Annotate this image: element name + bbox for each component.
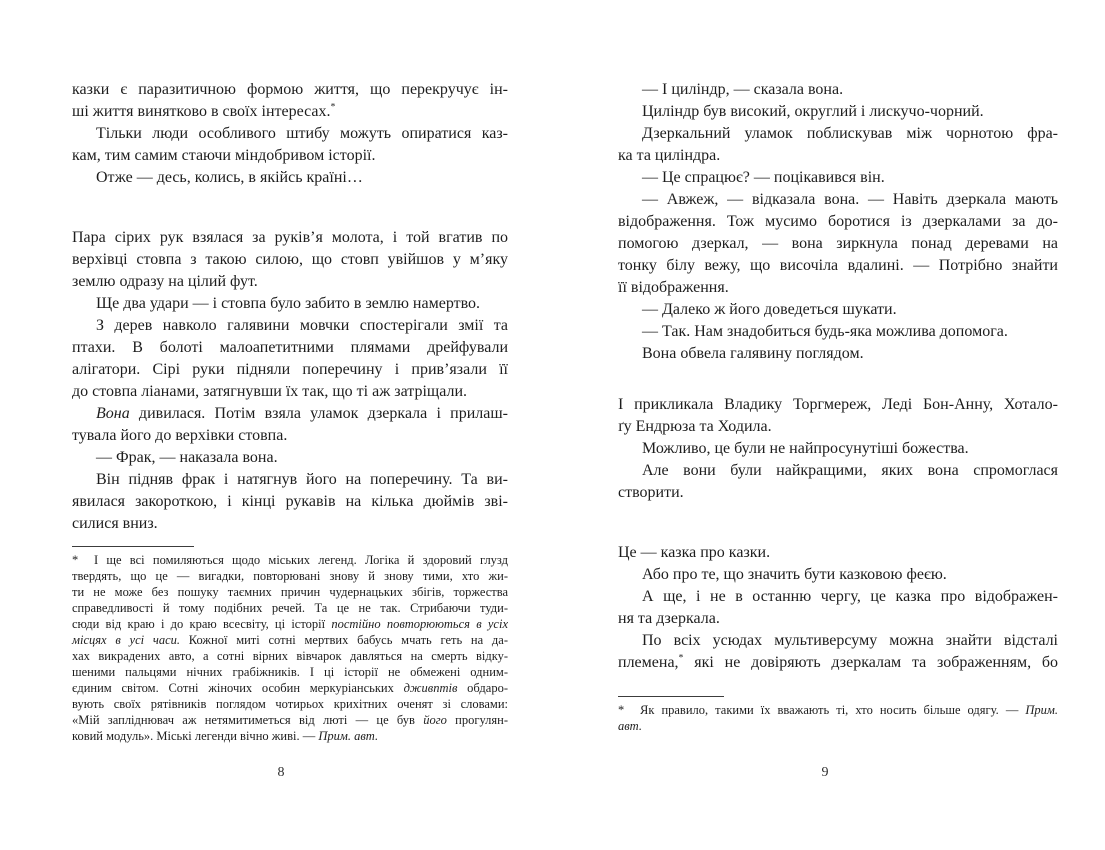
text-run: постійно повторюються в усіх — [331, 617, 509, 631]
text-run: казки є паразитичною формою життя, що перекручує ін- — [72, 81, 508, 98]
footnote-line — [72, 648, 508, 664]
text-run: І прикликала Владику Торгмереж, Леді Бон-Анну, Хотало- — [618, 396, 1058, 413]
text-line — [72, 447, 508, 469]
text-line — [618, 189, 1058, 211]
footnote-asterisk: * — [72, 553, 79, 567]
text-line — [72, 469, 508, 491]
text-run: Можливо, це були не найпросунутіші божества. — [642, 440, 969, 457]
text-run: По всіх усюдах мультиверсуму можна знайти відсталі — [642, 632, 1058, 649]
text-line — [618, 101, 1058, 123]
text-run: племена, — [618, 654, 679, 671]
text-line — [72, 403, 508, 425]
text-line — [618, 211, 1058, 233]
text-run: авт. — [618, 719, 642, 733]
text-line — [618, 123, 1058, 145]
text-line — [618, 394, 1058, 416]
text-run: твердять, що це — вигадки, повторювані знову й знову тими, хто жи- — [72, 569, 508, 583]
text-run: ші життя винятково в своїх інтересах. — [72, 103, 331, 120]
footnote-line — [72, 616, 508, 632]
text-run: Вона обвела галявину поглядом. — [642, 345, 864, 362]
text-line — [72, 359, 508, 381]
text-run: алігатори. Сірі руки підняли поперечину і прив’язали її — [72, 361, 508, 378]
text-line — [618, 460, 1058, 482]
text-run: тувала його до верхівки стовпа. — [72, 427, 288, 444]
text-line — [618, 277, 1058, 299]
text-run: птахи. В болоті малоапетитними плямами дрейфували — [72, 339, 508, 356]
text-run: ґу Ендрюза та Ходила. — [618, 418, 772, 435]
text-line — [618, 321, 1058, 343]
text-line — [72, 425, 508, 447]
text-run: Вона — [96, 405, 130, 422]
text-run: — Так. Нам знадобиться будь-яка можлива допомога. — [642, 323, 1008, 340]
text-run: Але вони були найкращими, яких вона спромоглася — [642, 462, 1058, 479]
text-run: єдиним світом. Сотні жіночих особин меркуріанських — [72, 681, 404, 695]
text-run: ня та дзеркала. — [618, 610, 720, 627]
text-run: місцях в усі часи. — [72, 633, 180, 647]
footnote-line — [72, 632, 508, 648]
text-line — [618, 586, 1058, 608]
text-run: Пара сірих рук взялася за руків’я молота, і той вгатив по — [72, 229, 508, 246]
footnote-reference-mark: * — [330, 101, 336, 113]
text-run: шеними пальцями нічних грабіжників. І ці історії не обмежені одним- — [72, 665, 508, 679]
text-run: дживптів — [403, 681, 458, 695]
text-run: — Далеко ж його доведеться шукати. — [642, 301, 897, 318]
text-run: ка та циліндра. — [618, 147, 721, 164]
text-run: Як правило, такими їх вважають ті, хто носить більше одягу. — — [640, 703, 1026, 717]
footnote-line — [72, 712, 508, 728]
footnote — [618, 702, 1058, 734]
text-line — [72, 513, 508, 535]
footnote-line — [72, 600, 508, 616]
text-line — [618, 255, 1058, 277]
text-line — [618, 564, 1058, 586]
text-line — [618, 79, 1058, 101]
text-run: верхівці стовпа з такою силою, що стовп увійшов у м’яку — [72, 251, 508, 268]
text-line — [72, 227, 508, 249]
text-run: силися вниз. — [72, 515, 158, 532]
footnote-line — [72, 680, 508, 696]
text-line — [72, 293, 508, 315]
text-run: землю одразу на цілий фут. — [72, 273, 258, 290]
footnote-line — [618, 702, 1058, 718]
page-number: 9 — [821, 765, 829, 780]
text-line — [72, 491, 508, 513]
text-run: справедливості й тому подібних речей. Та це не так. Стрибаючи туди- — [72, 601, 508, 615]
footnote-divider — [72, 546, 194, 547]
text-line — [72, 271, 508, 293]
text-section — [618, 394, 1058, 504]
text-run: Кожної миті сотні мертвих бабусь мчать геть на да- — [180, 633, 508, 647]
page-body — [618, 79, 1058, 674]
text-line — [72, 101, 508, 123]
text-run: — Авжеж, — відказала вона. — Навіть дзеркала мають — [642, 191, 1058, 208]
text-run: І ще всі помиляються щодо міських легенд. Логіка й здоровий глузд — [94, 553, 508, 567]
text-run: — Це спрацює? — поцікавився він. — [642, 169, 885, 186]
text-run: Прим. авт. — [318, 729, 379, 743]
text-run: З дерев навколо галявини мовчки спостерігали змії та — [96, 317, 508, 334]
text-run: — І циліндр, — сказала вона. — [642, 81, 844, 98]
footnote-line — [618, 718, 1058, 734]
text-line — [72, 249, 508, 271]
text-run: її відображення. — [618, 279, 729, 296]
footnote-line — [72, 552, 508, 568]
text-run: його — [423, 713, 447, 727]
text-line — [72, 337, 508, 359]
text-run: тонку білу вежу, що височіла вдалині. — Потрібно знайти — [618, 257, 1058, 274]
text-run: ковий модуль». Міські легенди вічно живі. — — [72, 729, 319, 743]
text-line — [72, 167, 508, 189]
text-line — [618, 233, 1058, 255]
footnote-line — [72, 664, 508, 680]
text-run: Ще два удари — і стовпа було забито в землю намертво. — [96, 295, 481, 312]
text-line — [72, 315, 508, 337]
book-page-right — [618, 79, 1058, 819]
text-line — [618, 630, 1058, 652]
text-run: А ще, і не в останню чергу, це казка про відображен- — [642, 588, 1058, 605]
footnote-divider — [618, 696, 724, 697]
text-run: явилася закороткою, і кінці рукавів на кілька дюймів зві- — [72, 493, 508, 510]
text-run: відображення. Тож мусимо боротися із дзеркалами за до- — [618, 213, 1058, 230]
text-run: кам, тим самим стаючи міндобривом історії. — [72, 147, 376, 164]
text-run: Або про те, що значить бути казковою феєю. — [642, 566, 947, 583]
footnote-asterisk: * — [618, 703, 625, 717]
text-run: «Мій запліднювач аж нетямитиметься від люті — це був — [72, 713, 424, 727]
text-section — [72, 227, 508, 535]
text-run: Отже — десь, колись, в якійсь країні… — [96, 169, 363, 186]
text-line — [618, 343, 1058, 365]
text-run: Тільки люди особливого штибу можуть опиратися каз- — [96, 125, 508, 142]
text-run: обдаро- — [457, 681, 508, 695]
text-section — [618, 542, 1058, 674]
text-line — [618, 145, 1058, 167]
text-line — [72, 381, 508, 403]
text-run: помогою дзеркал, — вона зиркнула понад деревами на — [618, 235, 1058, 252]
text-run: Прим. — [1025, 703, 1058, 717]
text-line — [618, 438, 1058, 460]
page-number: 8 — [277, 765, 285, 780]
text-run: ти не може без пошуку таємних причин чудернацьких збігів, торжества — [72, 585, 508, 599]
footnote-line — [72, 696, 508, 712]
text-run: сюди від краю і до краю всесвіту, ці історії — [72, 617, 332, 631]
text-run: Це — казка про казки. — [618, 544, 771, 561]
text-line — [72, 79, 508, 101]
footnote-reference-mark: * — [678, 652, 684, 664]
text-run: до стовпа ліанами, затягнувши їх так, що ті аж затріщали. — [72, 383, 468, 400]
text-run: створити. — [618, 484, 684, 501]
text-line — [72, 123, 508, 145]
text-run: прогулян- — [446, 713, 509, 727]
text-line — [618, 167, 1058, 189]
text-run: хах викрадених авто, а сотні вірних вівчарок давляться на смерть відку- — [72, 649, 508, 663]
text-run: Дзеркальний уламок поблискував між чорнотою фра- — [642, 125, 1058, 142]
text-run: — Фрак, — наказала вона. — [96, 449, 278, 466]
text-section — [72, 79, 508, 189]
text-line — [618, 482, 1058, 504]
text-line — [618, 416, 1058, 438]
footnote-line — [72, 584, 508, 600]
text-line — [618, 608, 1058, 630]
text-section — [618, 79, 1058, 365]
page-body — [72, 79, 508, 535]
text-line — [618, 652, 1058, 674]
text-line — [618, 299, 1058, 321]
text-run: які не довіряють дзеркалам та зображенням, бо — [683, 654, 1058, 671]
text-run: вують своїх рятівників поглядом чотирьох крихітних оченят зі словами: — [72, 697, 508, 711]
book-page-left — [72, 79, 508, 819]
text-run: дивилася. Потім взяла уламок дзеркала і прилаш- — [129, 405, 508, 422]
text-line — [72, 145, 508, 167]
footnote-line — [72, 728, 508, 744]
footnote — [72, 552, 508, 744]
text-line — [618, 542, 1058, 564]
text-run: Він підняв фрак і натягнув його на поперечину. Та ви- — [96, 471, 508, 488]
text-run: Циліндр був високий, округлий і лискучо-чорний. — [642, 103, 984, 120]
footnote-line — [72, 568, 508, 584]
